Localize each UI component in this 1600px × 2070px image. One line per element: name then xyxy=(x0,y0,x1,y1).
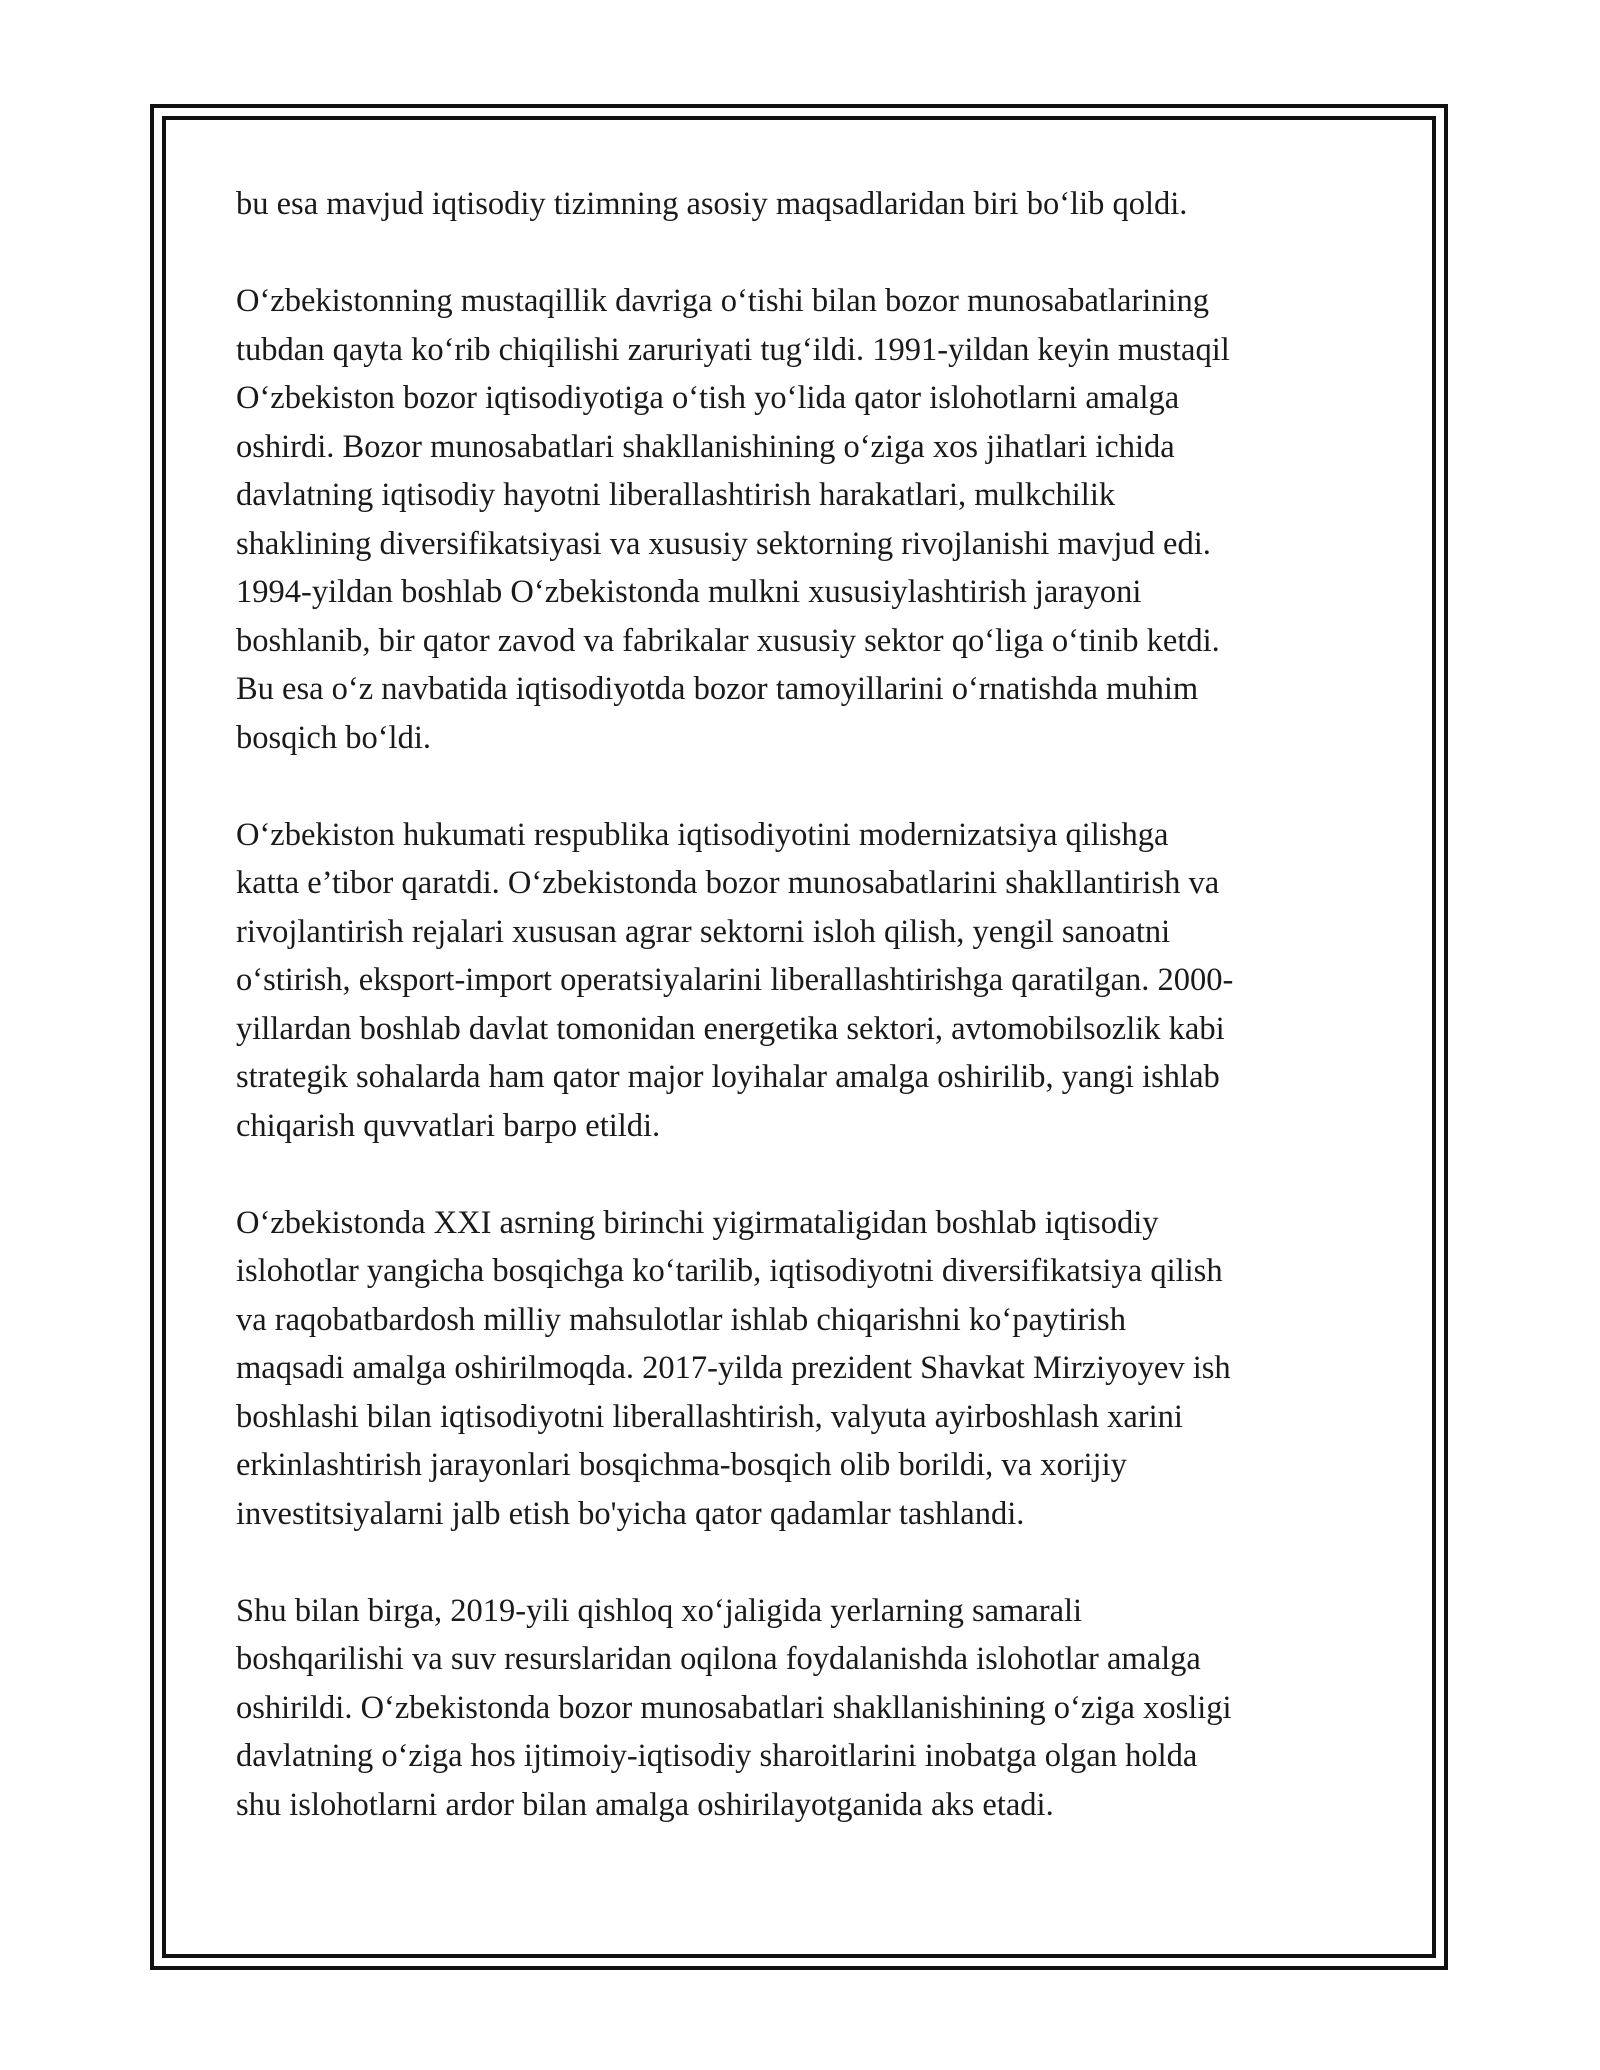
text-line: strategik sohalarda ham qator major loyihalar amalga oshirilib, yangi ishlab xyxy=(236,1059,1220,1095)
text-line: shu islohotlarni ardor bilan amalga oshirilayotganida aks etadi. xyxy=(236,1786,1054,1823)
text-line: o‘stirish, eksport-import operatsiyalarini liberallashtirishga qaratilgan. 2000- xyxy=(236,962,1234,998)
text-line: erkinlashtirish jarayonlari bosqichma-bosqich olib borildi, va xorijiy xyxy=(236,1447,1127,1483)
paragraph-2 xyxy=(236,277,1371,762)
text-line: maqsadi amalga oshirilmoqda. 2017-yilda prezident Shavkat Mirziyoyev ish xyxy=(236,1350,1231,1386)
text-line: bosqich bo‘ldi. xyxy=(236,719,431,756)
text-line: O‘zbekistonda XXI asrning birinchi yigirmataligidan boshlab iqtisodiy xyxy=(236,1204,1159,1241)
paragraph-3 xyxy=(236,811,1371,1151)
text-line: Bu esa o‘z navbatida iqtisodiyotda bozor tamoyillarini o‘rnatishda muhim xyxy=(236,671,1199,707)
paragraph-4 xyxy=(236,1199,1371,1539)
paragraph-1 xyxy=(236,180,1371,229)
text-line: Shu bilan birga, 2019-yili qishloq xo‘jaligida yerlarning samarali xyxy=(236,1592,1083,1629)
text-line: islohotlar yangicha bosqichga ko‘tarilib, iqtisodiyotni diversifikatsiya qilish xyxy=(236,1253,1223,1289)
text-line: rivojlantirish rejalari xususan agrar sektorni isloh qilish, yengil sanoatni xyxy=(236,913,1171,950)
text-line: O‘zbekiston bozor iqtisodiyotiga o‘tish yo‘lida qator islohotlarni amalga xyxy=(236,380,1180,416)
text-line: boshqarilishi va suv resurslaridan oqilona foydalanishda islohotlar amalga xyxy=(236,1641,1201,1677)
paragraph-5 xyxy=(236,1587,1371,1830)
text-line: boshlanib, bir qator zavod va fabrikalar xususiy sektor qo‘liga o‘tinib ketdi. xyxy=(236,622,1220,659)
text-line: oshirdi. Bozor munosabatlari shakllanishining o‘ziga xos jihatlari ichida xyxy=(236,428,1175,465)
text-line: davlatning iqtisodiy hayotni liberallashtirish harakatlari, mulkchilik xyxy=(236,477,1116,513)
text-line: bu esa mavjud iqtisodiy tizimning asosiy maqsadlaridan biri bo‘lib qoldi. xyxy=(236,186,1188,222)
text-line: tubdan qayta ko‘rib chiqilishi zaruriyati tug‘ildi. 1991-yildan keyin mustaqil xyxy=(236,331,1230,368)
text-line: O‘zbekistonning mustaqillik davriga o‘tishi bilan bozor munosabatlarining xyxy=(236,283,1210,319)
text-line: chiqarish quvvatlari barpo etildi. xyxy=(236,1107,661,1144)
text-line: davlatning o‘ziga hos ijtimoiy-iqtisodiy sharoitlarini inobatga olgan holda xyxy=(236,1738,1198,1774)
text-line: katta e’tibor qaratdi. O‘zbekistonda bozor munosabatlarini shakllantirish va xyxy=(236,865,1220,901)
text-line: 1994-yildan boshlab O‘zbekistonda mulkni xususiylashtirish jarayoni xyxy=(236,574,1142,610)
text-line: oshirildi. O‘zbekistonda bozor munosabatlari shakllanishining o‘ziga xosligi xyxy=(236,1689,1232,1726)
text-line: O‘zbekiston hukumati respublika iqtisodiyotini modernizatsiya qilishga xyxy=(236,816,1169,853)
text-line: shaklining diversifikatsiyasi va xususiy sektorning rivojlanishi mavjud edi. xyxy=(236,525,1211,562)
text-line: yillardan boshlab davlat tomonidan energetika sektori, avtomobilsozlik kabi xyxy=(236,1010,1225,1047)
document-body xyxy=(236,180,1371,1878)
text-line: investitsiyalarni jalb etish bo'yicha qator qadamlar tashlandi. xyxy=(236,1495,1025,1532)
text-line: va raqobatbardosh milliy mahsulotlar ishlab chiqarishni ko‘paytirish xyxy=(236,1301,1126,1338)
text-line: boshlashi bilan iqtisodiyotni liberallashtirish, valyuta ayirboshlash xarini xyxy=(236,1398,1183,1435)
